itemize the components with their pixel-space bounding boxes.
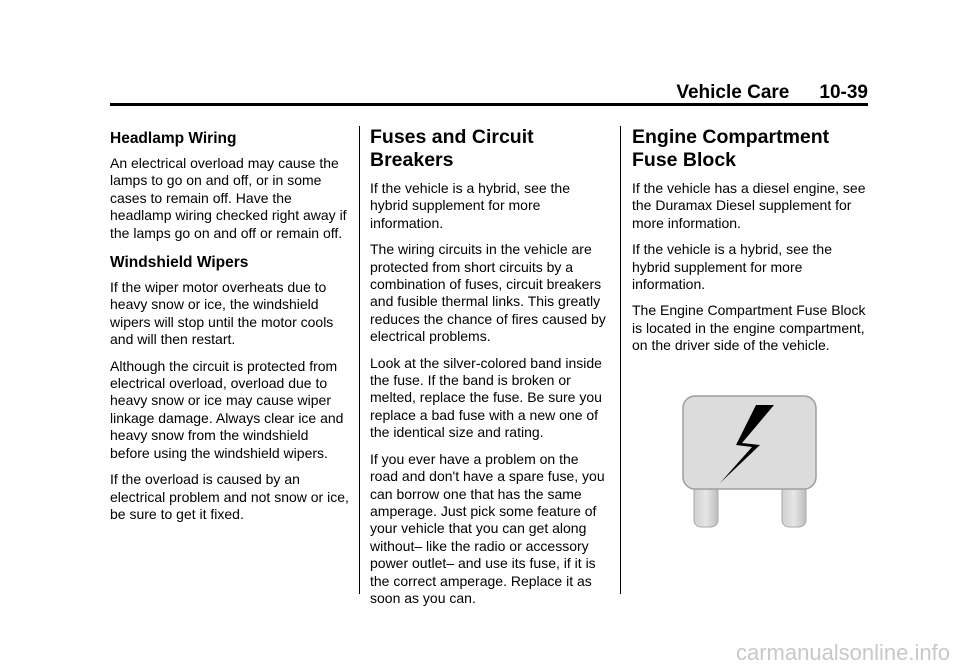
engine-fuse-paragraph-1: If the vehicle has a diesel engine, see the Duramax Diesel supplement for more information. [632, 180, 866, 231]
wipers-paragraph-1: If the wiper motor overheats due to heavy snow or ice, the windshield wipers will stop until the motor cools and will then restart. [110, 279, 334, 348]
fuses-paragraph-4: If you ever have a problem on the road and don't have a spare fuse, you can borrow one that has the same amperage. Just pick some feature of your vehicle that you can get along without– like the radio or accessory power outlet– and use its fuse, if it is the correct amperage. Replace it as soon as you can. [370, 450, 605, 606]
section-title: Vehicle Care [676, 82, 790, 103]
fuse-illustration [682, 395, 870, 536]
fuses-paragraph-3: Look at the silver-colored band inside the fuse. If the band is broken or melted, replace the fuse. Be sure you replace a bad fuse with a new one of the identical size and rating. [370, 354, 602, 441]
wipers-paragraph-3: If the overload is caused by an electrical problem and not snow or ice, be sure to get it fixed. [110, 471, 349, 522]
page-number: 10-39 [819, 82, 868, 103]
fuses-paragraph-2: The wiring circuits in the vehicle are protected from short circuits by a combination of fuses, circuit breakers and fusible thermal links. This greatly reduces the chance of fires caused by electrical problems. [370, 241, 606, 345]
column-divider [359, 126, 360, 594]
headlamp-wiring-text: An electrical overload may cause the lamps to go on and off, or in some cases to remain off. Have the headlamp wiring checked right away if the lamps go on and off or remain off. [110, 155, 347, 241]
column-3 [632, 126, 870, 536]
engine-fuse-block-heading: Engine Compartment Fuse Block [632, 126, 830, 171]
fuses-paragraph-1: If the vehicle is a hybrid, see the hybrid supplement for more information. [370, 180, 570, 231]
fuses-heading: Fuses and Circuit Breakers [370, 126, 534, 171]
watermark: carmanualsonline.info [735, 640, 950, 665]
fuse-lightning-icon [682, 395, 822, 531]
header-rule [110, 103, 868, 106]
page-header [110, 80, 868, 105]
engine-fuse-paragraph-2: If the vehicle is a hybrid, see the hybrid supplement for more information. [632, 241, 832, 293]
column-divider [620, 126, 621, 594]
engine-fuse-paragraph-3: The Engine Compartment Fuse Block is located in the engine compartment, on the driver side of the vehicle. [632, 302, 866, 354]
headlamp-wiring-heading: Headlamp Wiring [110, 130, 237, 147]
wipers-paragraph-2: Although the circuit is protected from electrical overload, overload due to heavy snow or ice may cause wiper linkage damage. Always clear ice and heavy snow from the windshield before using the windshield wipers. [110, 357, 344, 461]
column-1 [110, 126, 350, 532]
column-2 [370, 126, 608, 616]
windshield-wipers-heading: Windshield Wipers [110, 254, 249, 272]
fuse-body [683, 396, 816, 489]
